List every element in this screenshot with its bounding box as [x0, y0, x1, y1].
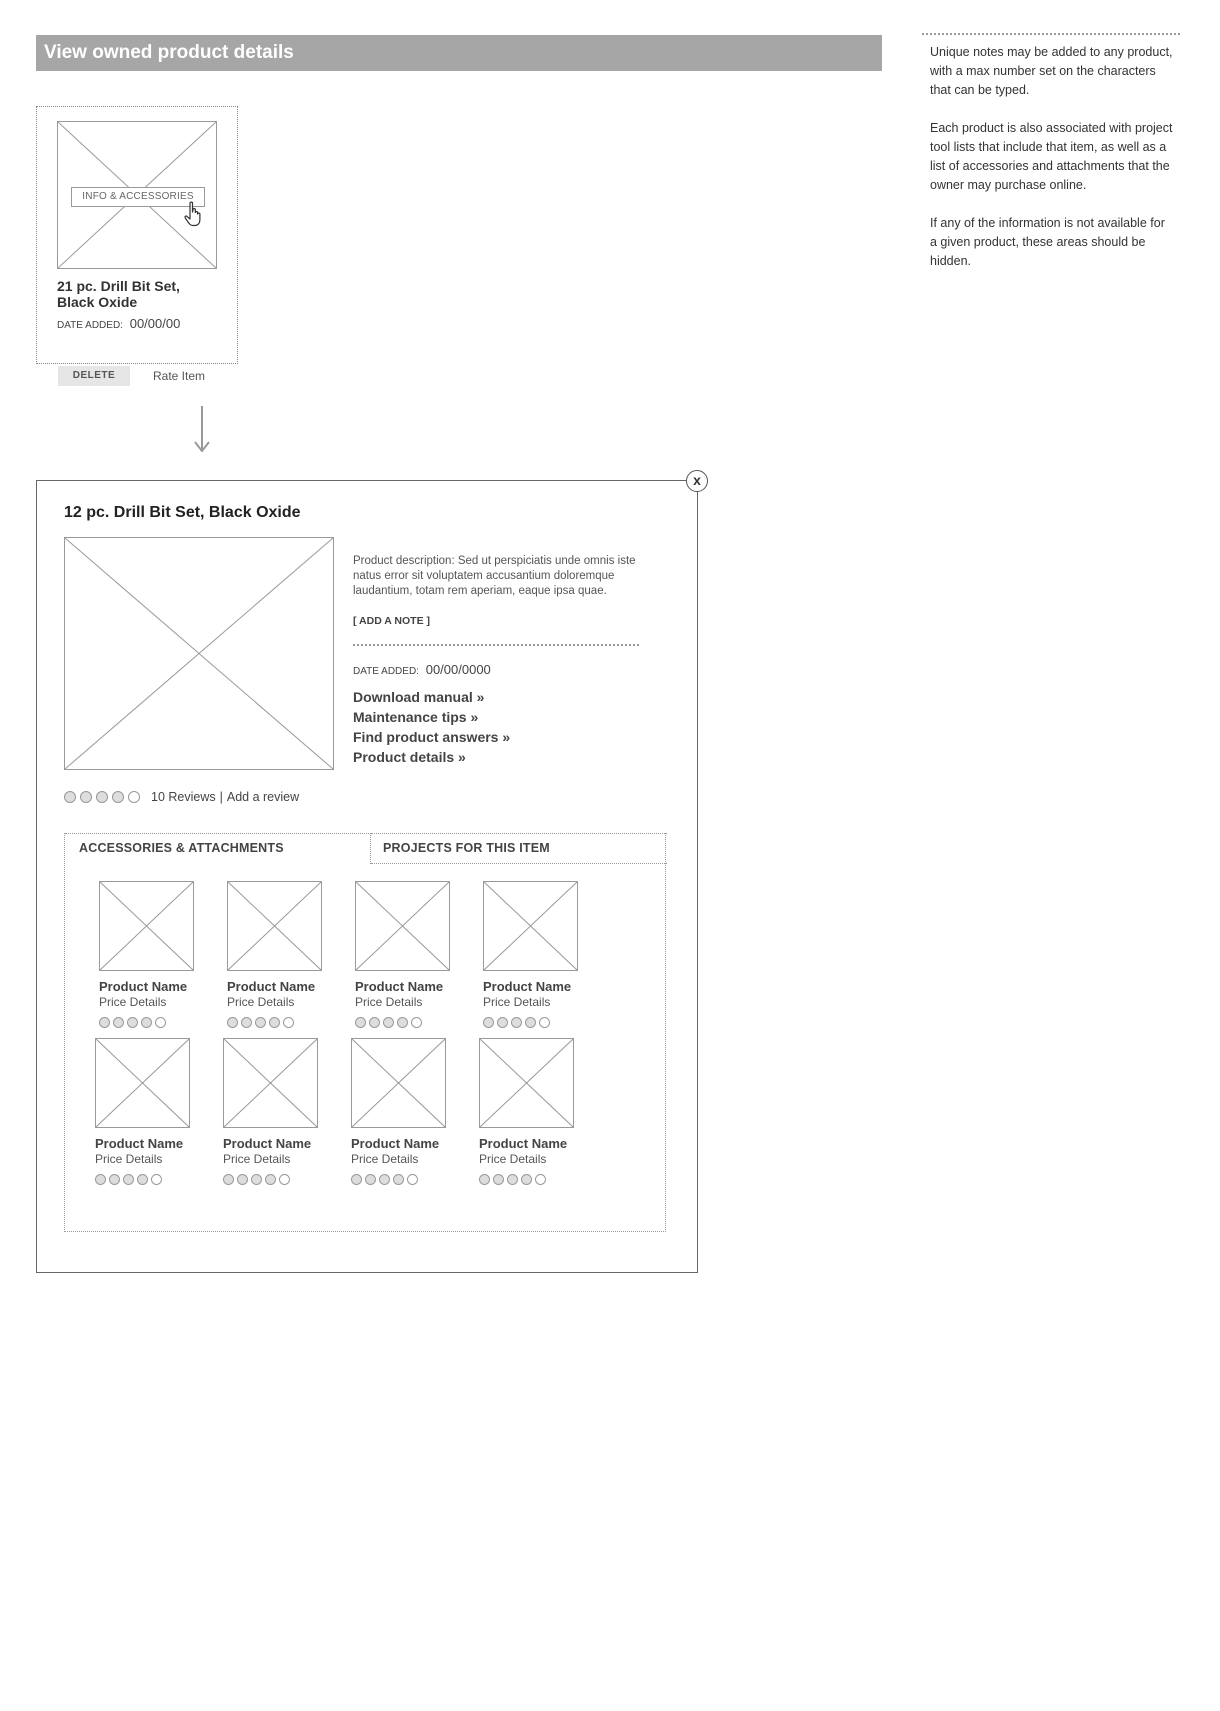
rating-dot-filled[interactable] [112, 791, 124, 803]
rating-dot-empty[interactable] [283, 1017, 294, 1028]
price-details: Price Details [355, 995, 423, 1009]
rating-dot-filled[interactable] [397, 1017, 408, 1028]
owned-product-title [57, 278, 232, 310]
product-image-placeholder[interactable] [355, 881, 450, 971]
down-arrow-icon [193, 406, 211, 452]
accessory-product-tile[interactable] [227, 881, 337, 1028]
product-details-link[interactable]: Product details » [353, 749, 466, 765]
rating-dot-filled[interactable] [127, 1017, 138, 1028]
rating-dots[interactable] [95, 1171, 205, 1185]
find-product-answers-link[interactable]: Find product answers » [353, 729, 511, 745]
accessory-product-tile[interactable] [483, 881, 593, 1028]
rating-dot-empty[interactable] [411, 1017, 422, 1028]
rating-dot-filled[interactable] [99, 1017, 110, 1028]
rating-dots[interactable] [64, 788, 144, 806]
date-added-value: 00/00/00 [129, 316, 181, 331]
owned-product-card [36, 106, 238, 364]
price-details: Price Details [479, 1152, 547, 1166]
accessory-product-tile[interactable] [223, 1038, 333, 1185]
close-button[interactable]: x [686, 470, 708, 492]
divider [353, 644, 639, 646]
product-name[interactable]: Product Name [355, 979, 444, 994]
rating-dot-filled[interactable] [80, 791, 92, 803]
rating-dot-filled[interactable] [393, 1174, 404, 1185]
rating-dot-filled[interactable] [511, 1017, 522, 1028]
product-image-placeholder[interactable] [483, 881, 578, 971]
product-name[interactable]: Product Name [351, 1136, 440, 1151]
page-title: View owned product details [44, 42, 294, 63]
rating-dots[interactable] [355, 1014, 465, 1028]
date-added-label: DATE ADDED: [353, 666, 419, 677]
price-details: Price Details [227, 995, 295, 1009]
rating-dot-filled[interactable] [64, 791, 76, 803]
rating-dot-filled[interactable] [269, 1017, 280, 1028]
product-description: Product description: Sed ut perspiciatis unde omnis iste natus error sit voluptatem accusantium doloremque laudantium, totam rem aperiam, eaque ipsa quae. [353, 555, 636, 597]
product-tabs [64, 833, 666, 1232]
product-image-placeholder [64, 537, 334, 770]
price-details: Price Details [99, 995, 167, 1009]
product-name[interactable]: Product Name [99, 979, 188, 994]
tab-accessories-attachments[interactable]: ACCESSORIES & ATTACHMENTS [65, 833, 371, 864]
maintenance-tips-link[interactable]: Maintenance tips » [353, 709, 479, 725]
product-name[interactable]: Product Name [479, 1136, 568, 1151]
rating-dot-empty[interactable] [279, 1174, 290, 1185]
rating-dots[interactable] [483, 1014, 593, 1028]
annotation-notes [922, 33, 1180, 290]
rating-dot-filled[interactable] [521, 1174, 532, 1185]
price-details: Price Details [95, 1152, 163, 1166]
rating-dot-filled[interactable] [507, 1174, 518, 1185]
date-added-value: 00/00/0000 [425, 662, 491, 677]
rating-dot-filled[interactable] [109, 1174, 120, 1185]
reviews-count-link[interactable]: 10 Reviews [151, 790, 216, 804]
rating-dot-filled[interactable] [113, 1017, 124, 1028]
rating-dot-empty[interactable] [155, 1017, 166, 1028]
accessory-product-tile[interactable] [95, 1038, 205, 1185]
product-name[interactable]: Product Name [227, 979, 316, 994]
rating-dot-filled[interactable] [525, 1017, 536, 1028]
product-image-placeholder[interactable] [227, 881, 322, 971]
rating-dot-filled[interactable] [141, 1017, 152, 1028]
rating-dot-filled[interactable] [369, 1017, 380, 1028]
product-detail-panel [36, 480, 698, 1273]
price-details: Price Details [483, 995, 551, 1009]
date-added [353, 662, 491, 677]
delete-button[interactable]: DELETE [58, 366, 130, 386]
price-details: Price Details [223, 1152, 291, 1166]
rating-dot-filled[interactable] [365, 1174, 376, 1185]
note-text: Unique notes may be added to any product, with a max number set on the characters that can be typed. [930, 45, 1173, 97]
add-note-link[interactable]: [ ADD A NOTE ] [353, 615, 430, 627]
rating-dot-filled[interactable] [265, 1174, 276, 1185]
product-name[interactable]: Product Name [483, 979, 572, 994]
rating-dot-filled[interactable] [137, 1174, 148, 1185]
tab-projects-for-this-item[interactable]: PROJECTS FOR THIS ITEM [371, 833, 667, 864]
product-image-placeholder[interactable] [223, 1038, 318, 1128]
rating-dot-filled[interactable] [223, 1174, 234, 1185]
rating-dot-filled[interactable] [493, 1174, 504, 1185]
rating-dot-filled[interactable] [237, 1174, 248, 1185]
rating-dot-filled[interactable] [383, 1017, 394, 1028]
rating-dots[interactable] [479, 1171, 589, 1185]
product-rating [64, 788, 299, 802]
product-image-placeholder[interactable] [351, 1038, 446, 1128]
rating-dot-filled[interactable] [355, 1017, 366, 1028]
date-added [57, 316, 180, 331]
product-image-placeholder[interactable] [95, 1038, 190, 1128]
title-line: Black Oxide [57, 294, 138, 310]
rating-dot-filled[interactable] [251, 1174, 262, 1185]
product-links [353, 687, 510, 767]
date-added-label: DATE ADDED: [57, 320, 123, 331]
download-manual-link[interactable]: Download manual » [353, 689, 485, 705]
rating-dot-empty[interactable] [535, 1174, 546, 1185]
rating-dot-filled[interactable] [255, 1017, 266, 1028]
rating-dot-filled[interactable] [241, 1017, 252, 1028]
rating-dots[interactable] [223, 1171, 333, 1185]
rating-dot-empty[interactable] [128, 791, 140, 803]
rating-dot-filled[interactable] [379, 1174, 390, 1185]
separator: | [219, 790, 223, 804]
product-detail-title: 12 pc. Drill Bit Set, Black Oxide [64, 504, 301, 521]
hand-pointer-icon [183, 201, 205, 227]
rating-dot-filled[interactable] [95, 1174, 106, 1185]
info-accessories-button[interactable]: INFO & ACCESSORIES [71, 187, 205, 207]
rating-dot-filled[interactable] [123, 1174, 134, 1185]
rating-dots[interactable] [227, 1014, 337, 1028]
accessory-product-tile[interactable] [99, 881, 209, 1028]
note-text: Each product is also associated with project tool lists that include that item, as well as a list of accessories and attachments that the owner may purchase online. [930, 121, 1173, 192]
rating-dot-empty[interactable] [151, 1174, 162, 1185]
rating-dot-filled[interactable] [479, 1174, 490, 1185]
product-image-placeholder[interactable] [99, 881, 194, 971]
product-image-placeholder[interactable] [479, 1038, 574, 1128]
rating-dots[interactable] [351, 1171, 461, 1185]
product-name[interactable]: Product Name [223, 1136, 312, 1151]
rating-dot-empty[interactable] [407, 1174, 418, 1185]
accessory-product-tile[interactable] [355, 881, 465, 1028]
accessory-product-tile[interactable] [351, 1038, 461, 1185]
note-text: If any of the information is not available for a given product, these areas should be hidden. [930, 216, 1165, 268]
price-details: Price Details [351, 1152, 419, 1166]
accessory-product-tile[interactable] [479, 1038, 589, 1185]
title-line: 21 pc. Drill Bit Set, [57, 278, 180, 294]
rating-dot-filled[interactable] [497, 1017, 508, 1028]
rating-dot-filled[interactable] [351, 1174, 362, 1185]
rating-dot-filled[interactable] [96, 791, 108, 803]
rate-item-link[interactable]: Rate Item [153, 369, 206, 383]
product-name[interactable]: Product Name [95, 1136, 184, 1151]
rating-dot-empty[interactable] [539, 1017, 550, 1028]
rating-dot-filled[interactable] [483, 1017, 494, 1028]
rating-dot-filled[interactable] [227, 1017, 238, 1028]
add-review-link[interactable]: Add a review [226, 790, 300, 804]
page-header [36, 35, 882, 71]
rating-dots[interactable] [99, 1014, 209, 1028]
